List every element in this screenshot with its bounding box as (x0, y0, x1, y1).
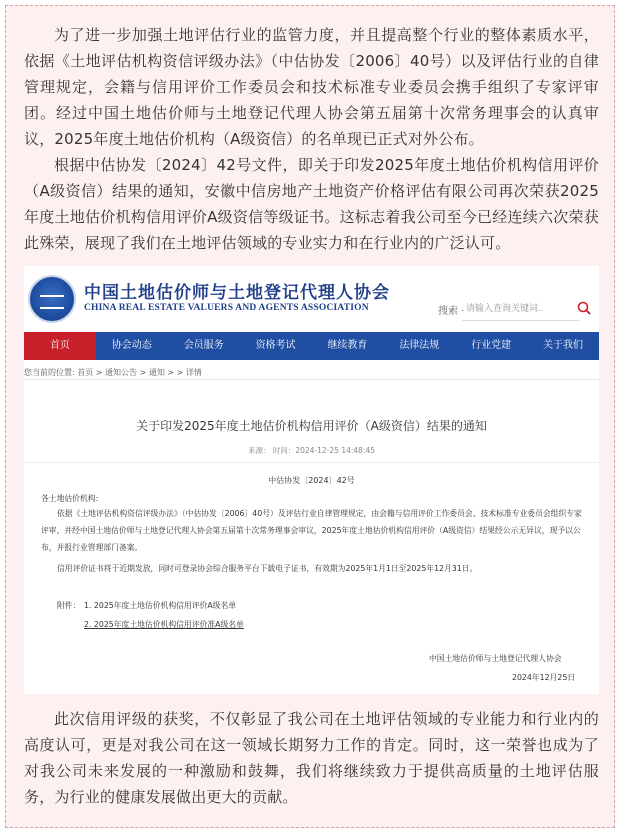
closing-paragraph: 此次信用评级的获奖，不仅彰显了我公司在土地评估领域的专业能力和行业内的高度认可，更是对我公司在这一领域长期努力工作的肯定。同时，这一荣誉也成为了对我公司未来发展的一种激励和鼓舞，我们将继续致力于提供高质量的土地评估服务，为行业的健康发展做出更大的贡献。 (24, 710, 599, 806)
notice-meta: 来源： 时间：2024-12-25 14:48:45 (247, 446, 376, 455)
org-name-cn: 中国土地估价师与土地登记代理人协会 (84, 283, 390, 303)
breadcrumb: 您当前的位置: 首页 > 通知公告 > 通知 > > 详情 (24, 368, 202, 377)
search-label: 搜索 · (438, 306, 465, 317)
certificate-note: 信用评价证书将于近期发放，同时可登录协会综合服务平台下载电子证书，有效期为2025年1月1日至2025年12月31日。 (57, 564, 478, 573)
signature-date: 2024年12月25日 (512, 673, 576, 682)
document-number: 中估协发〔2024〕42号 (268, 476, 355, 485)
site-header (24, 266, 599, 328)
org-name-en: CHINA REAL ESTATE VALUERS AND AGENTS ASSOCIATION (84, 303, 369, 313)
announcement-paragraph: 根据中估协发〔2024〕42号文件，即关于印发2025年度土地估价机构信用评价（A级资信）结果的通知，安徽中信房地产土地资产价格评估有限公司再次荣获2025年度土地估价机构信用评价A级资信等级证书。这标志着我公司至今已经连续六次荣获此殊荣，展现了我们在土地评估领域的专业实力和在行业内的广泛认可。 (24, 156, 599, 252)
notice-body: 依据《土地评估机构资信评级办法》（中估协发〔2006〕40号）及评估行业自律管理规定，由会籍与信用评价工作委员会、技术标准专业委员会组织专家评审，并经中国土地估价师与土地登记代理人协会第五届第十次常务理事会审议，2025年度土地估价机构信用评价（A级资信）结果经公示无异议，现予以公布，并报行业管理部门备案。 (41, 509, 582, 552)
notice-title: 关于印发2025年度土地估价机构信用评价（A级资信）结果的通知 (136, 419, 487, 433)
nav-laws[interactable]: 法律法规 (399, 340, 440, 351)
attachment-link-quasi-a[interactable]: 2. 2025年度土地估价机构信用评价准A级名单 (84, 620, 244, 629)
nav-member-services[interactable]: 会员服务 (183, 340, 224, 351)
attachment-label: 附件： (57, 601, 81, 610)
search-icon[interactable] (577, 301, 591, 315)
divider (24, 379, 599, 380)
nav-party[interactable]: 行业党建 (471, 340, 512, 351)
notice-screenshot (24, 266, 599, 694)
nav-home[interactable]: 首页 (24, 332, 96, 360)
association-logo-icon (28, 275, 76, 323)
search-input[interactable] (462, 296, 580, 321)
nav-exams[interactable]: 资格考试 (255, 340, 296, 351)
signature-org: 中国土地估价师与土地登记代理人协会 (429, 654, 562, 663)
attachment-link-a[interactable]: 1. 2025年度土地估价机构信用评价A级名单 (84, 601, 237, 610)
divider (24, 462, 599, 463)
main-nav (24, 332, 599, 360)
intro-paragraph: 为了进一步加强土地评估行业的监管力度，并且提高整个行业的整体素质水平，依据《土地评估机构资信评级办法》（中估协发〔2006〕40号）以及评估行业的自律管理规定，会籍与信用评价工作委员会和技术标准专业委员会携手组织了专家评审团。经过中国土地估价师与土地登记代理人协会第五届第十次常务理事会的认真审议，2025年度土地估价机构（A级资信）的名单现已正式对外公布。 (24, 26, 599, 148)
salutation: 各土地估价机构: (41, 494, 99, 503)
nav-news[interactable]: 协会动态 (111, 340, 152, 351)
nav-about[interactable]: 关于我们 (543, 340, 584, 351)
nav-education[interactable]: 继续教育 (327, 340, 368, 351)
